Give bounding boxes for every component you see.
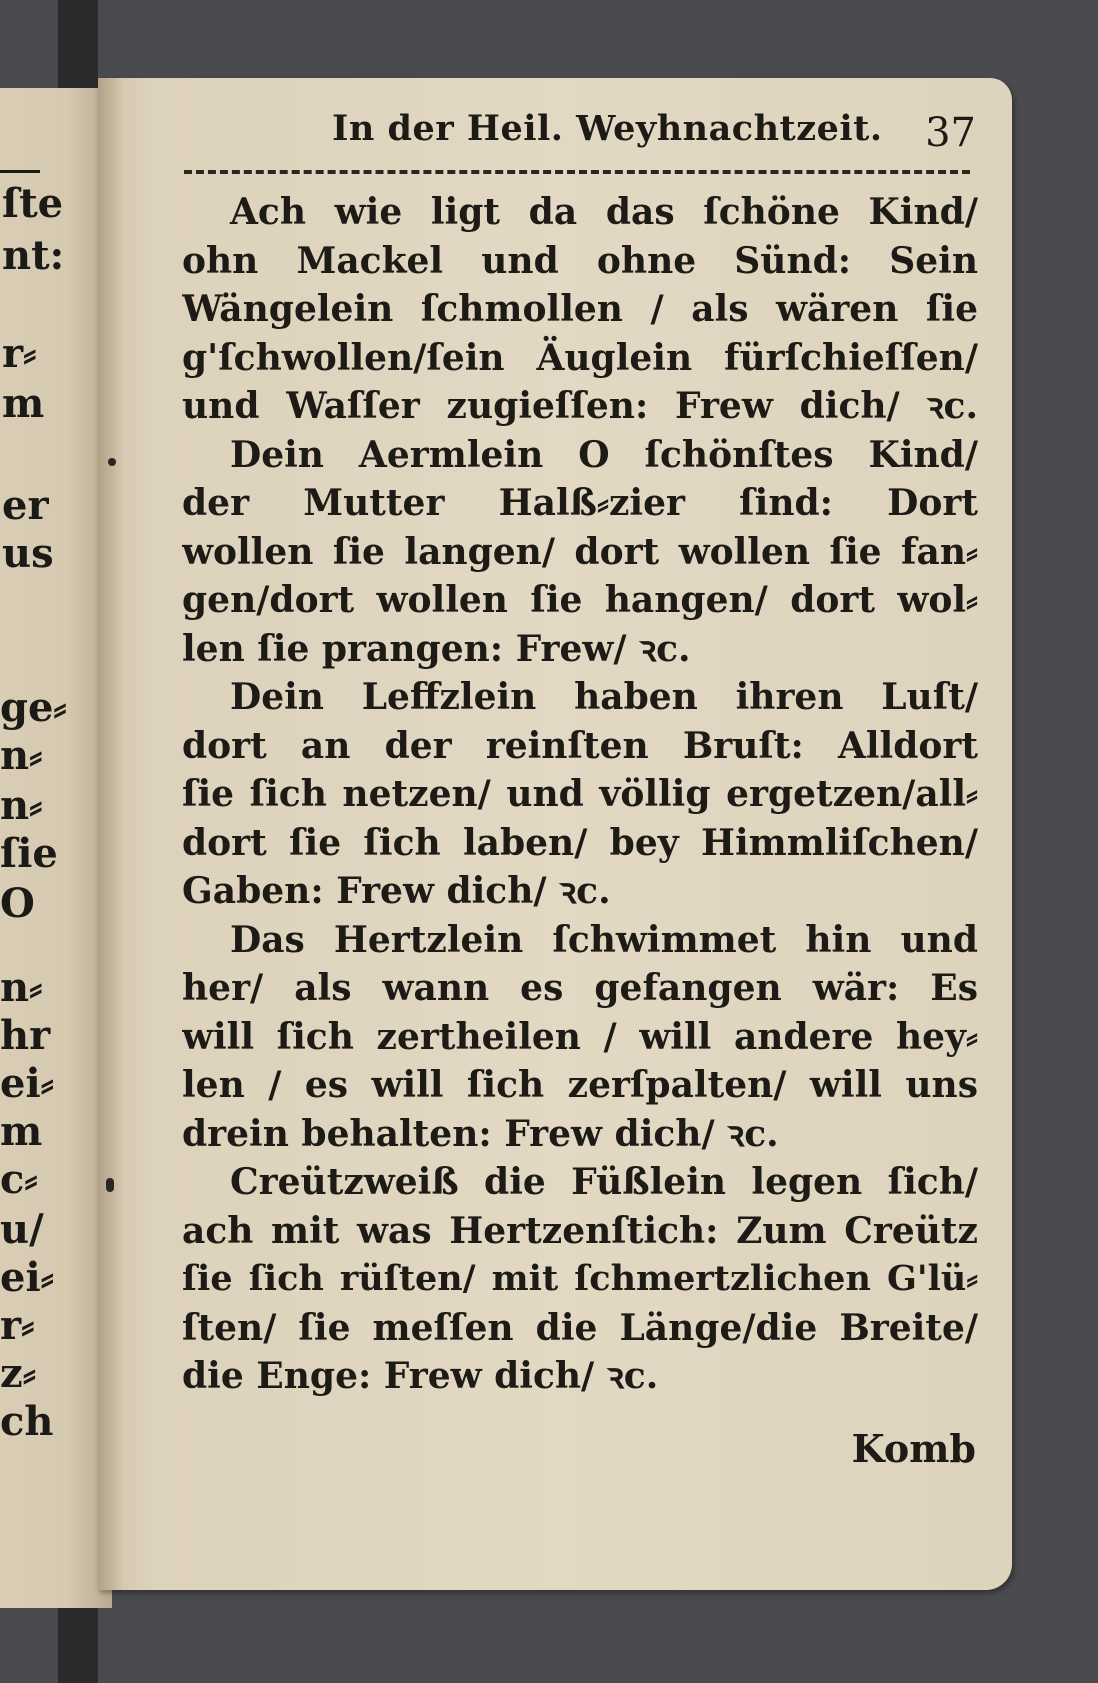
text-line: len ſie prangen: Frew/ ꝛc. [182,627,691,670]
facing-page-fragment: r⸗ [0,1302,35,1349]
facing-page-fragment: ch [0,1398,54,1445]
facing-page-fragment: ge⸗ [0,684,67,731]
text-line: wollen ſie langen/ dort wollen ſie fan⸗ [182,530,978,573]
text-line: und Waſſer zugieſſen: Frew dich/ ꝛc. [182,385,978,427]
facing-page-fragment: er [2,482,49,529]
facing-page-fragment: hr [0,1012,51,1059]
text-line: ſie ſich rüſten/ mit ſchmertzlichen G'lü⸗ [182,1258,978,1299]
text-line: Das Hertzlein ſchwimmet hin und [230,918,978,961]
text-line: der Mutter Halß⸗zier ſind: Dort [182,482,978,524]
facing-page [0,88,112,1608]
facing-page-fragment: n⸗ [0,732,43,779]
text-line: dort an der reinſten Bruſt: Alldort [182,724,978,767]
facing-page-rule [0,170,40,173]
text-line: Ach wie ligt da das ſchöne Kind/ [230,191,978,233]
text-line: ohn Mackel und ohne Sünd: Sein [182,239,978,282]
running-header [184,108,976,168]
text-line: Dein Aermlein O ſchönſtes Kind/ [230,433,978,476]
sewing-hole [108,458,116,466]
facing-page-fragment: m [0,1108,43,1155]
text-line: Dein Leffzlein haben ihren Luſt/ [230,676,978,718]
facing-page-fragment: u/ [0,1206,44,1253]
text-line: ach mit was Hertzenſtich: Zum Creütz [182,1209,978,1252]
text-line: len / es will ſich zerſpalten/ will uns [182,1064,978,1106]
text-line: drein behalten: Frew dich/ ꝛc. [182,1112,779,1155]
hymn-text [182,188,978,1401]
facing-page-fragment: ſte [2,180,64,227]
text-line: will ſich zertheilen / will andere hey⸗ [182,1015,978,1058]
running-title: In der Heil. Weyhnachtzeit. [332,108,883,149]
facing-page-fragment: r⸗ [2,330,37,377]
text-line: g'ſchwollen/ſein Äuglein fürſchieſſen/ [182,336,978,379]
facing-page-fragment: ſie [0,830,58,877]
gutter-shadow [98,78,124,1590]
facing-page-fragment: ei⸗ [0,1060,54,1107]
book-page [98,78,1012,1590]
facing-page-fragment: us [2,530,54,577]
catchword: Komb [851,1426,976,1471]
text-line: Creützweiß die Füßlein legen ſich/ [230,1161,978,1203]
text-line: die Enge: Frew dich/ ꝛc. [182,1355,659,1397]
page-number: 37 [925,110,976,156]
sewing-hole [106,1178,114,1192]
facing-page-fragment: m [2,380,45,427]
facing-page-fragment: z⸗ [0,1350,37,1397]
text-line: Gaben: Frew dich/ ꝛc. [182,870,611,912]
facing-page-fragment: ei⸗ [0,1254,54,1301]
header-rule [184,170,970,174]
text-line: her/ als wann es gefangen wär: Es [182,967,978,1009]
text-line: ſten/ ſie meſſen die Länge/die Breite/ [182,1306,978,1349]
text-line: ſie ſich netzen/ und völlig ergetzen/all⸗ [182,773,978,815]
text-line: dort ſie ſich laben/ bey Himmliſchen/ [182,821,978,864]
facing-page-fragment: c⸗ [0,1156,38,1203]
facing-page-fragment: O [0,880,35,927]
text-line: Wängelein ſchmollen / als wären ſie [182,288,978,330]
facing-page-fragment: n⸗ [0,782,43,829]
facing-page-fragment: n⸗ [0,964,43,1011]
text-line: gen/dort wollen ſie hangen/ dort wol⸗ [182,579,978,621]
facing-page-fragment: nt: [2,232,65,279]
